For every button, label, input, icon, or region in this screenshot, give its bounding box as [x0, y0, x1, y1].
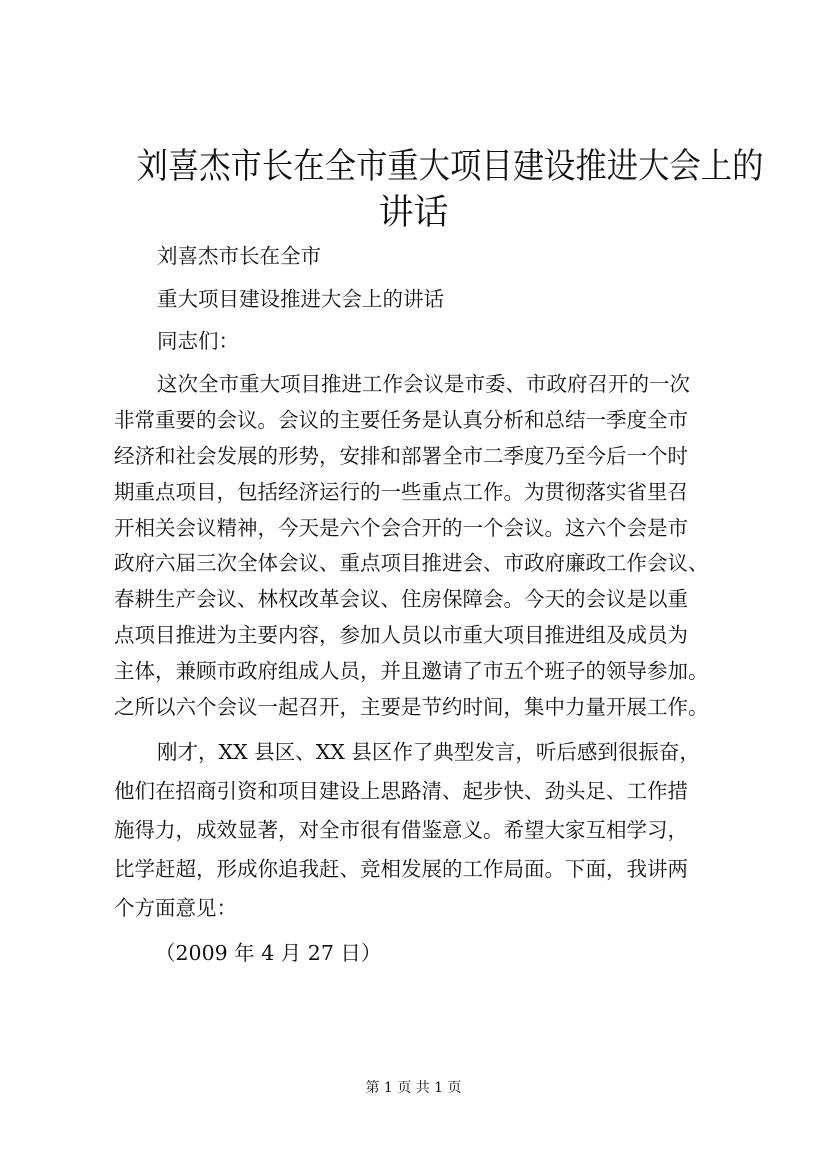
paragraph1-line: 开相关会议精神，今天是六个会合开的一个会议。这六个会是市 — [114, 516, 688, 540]
paragraph1-line: 期重点项目，包括经济运行的一些重点工作。为贯彻落实省里召 — [114, 480, 688, 504]
paragraph2-line: 比学赶超，形成你追我赶、竞相发展的工作局面。下面，我讲两 — [114, 857, 688, 881]
document-title-line-2: 讲话 — [378, 193, 449, 233]
paragraph1-line: 之所以六个会议一起召开，主要是节约时间，集中力量开展工作。 — [114, 695, 709, 719]
paragraph1-line: 主体，兼顾市政府组成人员，并且邀请了市五个班子的领导参加。 — [114, 659, 709, 683]
document-title-line-1: 刘喜杰市长在全市重大项目建设推进大会上的 — [136, 147, 764, 187]
paragraph1-line: 经济和社会发展的形势，安排和部署全市二季度乃至今后一个时 — [114, 444, 688, 468]
salutation: 同志们： — [157, 329, 239, 353]
paragraph1-line: 春耕生产会议、林权改革会议、住房保障会。今天的会议是以重 — [114, 587, 688, 611]
paragraph1-line: 点项目推进为主要内容，参加人员以市重大项目推进组及成员为 — [114, 623, 688, 647]
paragraph1-line: 非常重要的会议。会议的主要任务是认真分析和总结一季度全市 — [114, 408, 688, 432]
subtitle-line-1: 刘喜杰市长在全市 — [157, 244, 321, 268]
page-footer: 第 1 页 共 1 页 — [365, 1080, 462, 1096]
paragraph2-line: 个方面意见： — [114, 896, 237, 920]
speech-date: （2009 年 4 月 27 日） — [155, 941, 382, 965]
paragraph2-line: 他们在招商引资和项目建设上思路清、起步快、劲头足、工作措 — [114, 779, 688, 803]
subtitle-line-2: 重大项目建设推进大会上的讲话 — [157, 287, 444, 311]
paragraph1-line: 这次全市重大项目推进工作会议是市委、市政府召开的一次 — [157, 372, 690, 396]
paragraph2-line: 刚才，XX 县区、XX 县区作了典型发言，听后感到很振奋， — [157, 740, 700, 764]
paragraph1-line: 政府六届三次全体会议、重点项目推进会、市政府廉政工作会议、 — [114, 551, 709, 575]
paragraph2-line: 施得力，成效显著，对全市很有借鉴意义。希望大家互相学习， — [114, 818, 688, 842]
